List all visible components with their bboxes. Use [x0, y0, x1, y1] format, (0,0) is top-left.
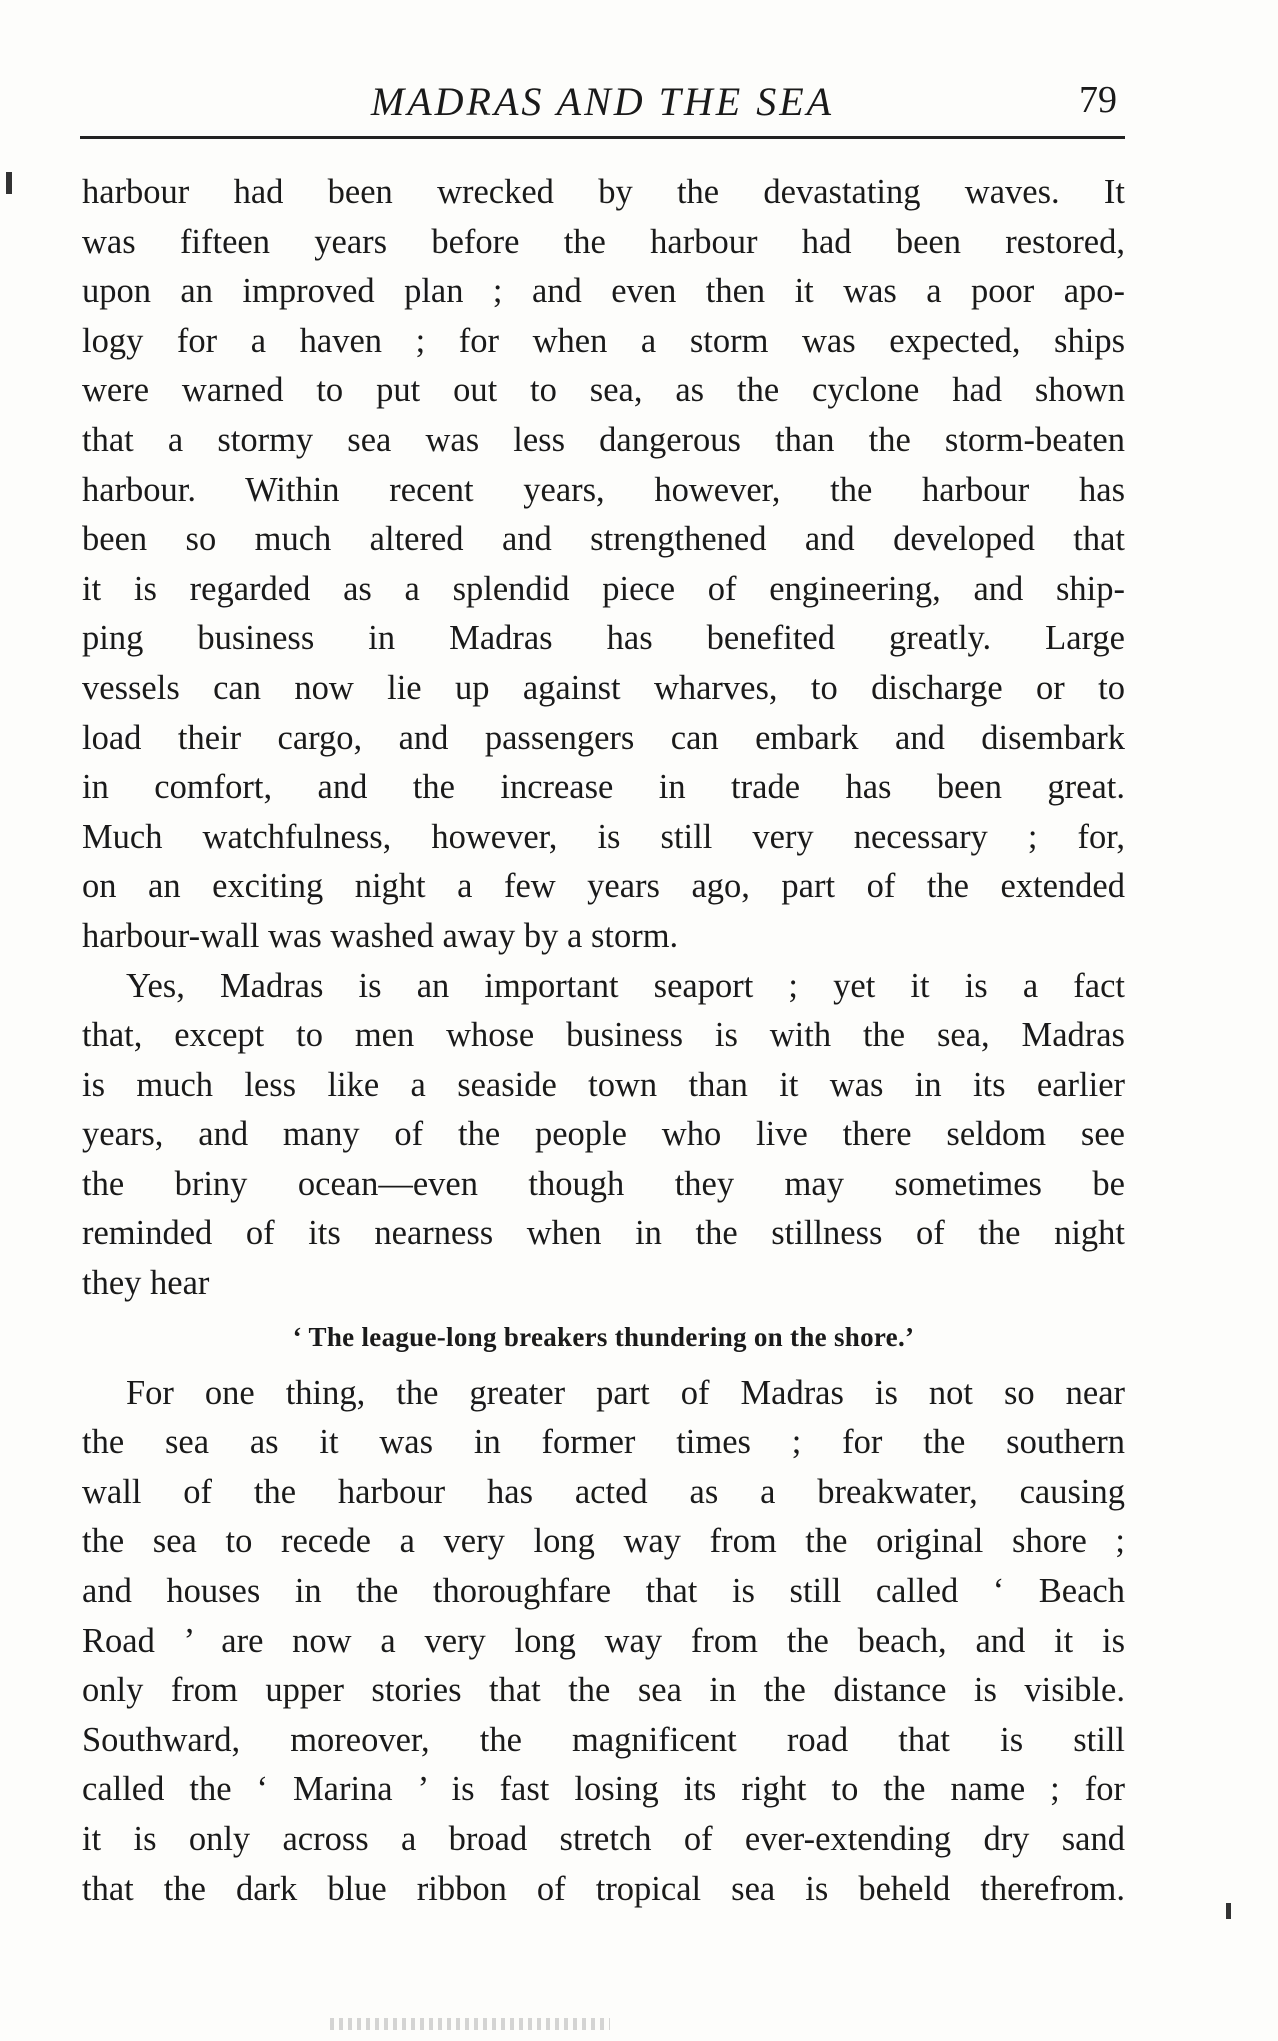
header-rule: [80, 136, 1125, 139]
text-line: harbour. Within recent years, however, the harbour has: [82, 470, 1125, 509]
text-line: it is only across a broad stretch of ever-extending dry sand: [82, 1820, 1125, 1858]
text-line: and houses in the thoroughfare that is still called ‘ Beach: [82, 1572, 1125, 1611]
scan-smudge: [330, 2018, 610, 2030]
paragraph-2: [82, 962, 1125, 1309]
text-line: they hear: [82, 1264, 210, 1303]
running-head: MADRAS AND THE SEA: [370, 79, 835, 124]
text-line: the sea to recede a very long way from the original shore ;: [82, 1522, 1125, 1561]
quotation: ‘ The league-long breakers thundering on the shore.’: [292, 1321, 915, 1352]
paragraph-1: [82, 168, 1125, 962]
body-text: [82, 168, 1125, 1914]
text-line: that a stormy sea was less dangerous than the storm-beaten: [82, 420, 1125, 459]
text-line: on an exciting night a few years ago, part of the extended: [82, 867, 1125, 906]
ink-mark: [1226, 1903, 1231, 1919]
text-line: in comfort, and the increase in trade has been great.: [82, 768, 1125, 807]
text-line: load their cargo, and passengers can embark and disembark: [82, 718, 1125, 757]
text-line: reminded of its nearness when in the stillness of the night: [82, 1214, 1125, 1253]
text-line: ping business in Madras has benefited greatly. Large: [82, 619, 1125, 658]
ink-mark: [6, 172, 12, 194]
text-line: upon an improved plan ; and even then it was a poor apo-: [82, 272, 1125, 311]
text-line: the sea as it was in former times ; for the southern: [82, 1423, 1125, 1462]
text-line: harbour-wall was washed away by a storm.: [82, 916, 679, 955]
page-number: 79: [1079, 79, 1117, 121]
text-line: harbour had been wrecked by the devastating waves. It: [82, 173, 1125, 211]
paragraph-3: [82, 1369, 1125, 1915]
text-line: vessels can now lie up against wharves, to discharge or to: [82, 668, 1125, 707]
text-line: Yes, Madras is an important seaport ; yet it is a fact: [126, 966, 1125, 1005]
text-line: Much watchfulness, however, is still very necessary ; for,: [82, 817, 1125, 856]
text-line: only from upper stories that the sea in the distance is visible.: [82, 1671, 1125, 1710]
text-line: Southward, moreover, the magnificent road that is still: [82, 1720, 1125, 1759]
text-line: it is regarded as a splendid piece of engineering, and ship-: [82, 569, 1125, 608]
text-line: years, and many of the people who live there seldom see: [82, 1115, 1125, 1154]
text-line: For one thing, the greater part of Madras is not so near: [126, 1373, 1125, 1412]
text-line: called the ‘ Marina ’ is fast losing its right to the name ; for: [82, 1770, 1125, 1809]
text-line: that, except to men whose business is with the sea, Madras: [82, 1016, 1125, 1055]
text-line: that the dark blue ribbon of tropical sea is beheld therefrom.: [82, 1869, 1125, 1908]
text-line: been so much altered and strengthened and developed that: [82, 520, 1125, 559]
text-line: logy for a haven ; for when a storm was expected, ships: [82, 321, 1125, 360]
text-line: the briny ocean—even though they may sometimes be: [82, 1164, 1125, 1203]
text-line: was fifteen years before the harbour had been restored,: [82, 222, 1125, 261]
page-header: [80, 72, 1125, 132]
text-line: were warned to put out to sea, as the cyclone had shown: [82, 371, 1125, 410]
text-line: is much less like a seaside town than it was in its earlier: [82, 1065, 1125, 1104]
text-line: Road ’ are now a very long way from the beach, and it is: [82, 1621, 1125, 1660]
text-line: wall of the harbour has acted as a breakwater, causing: [82, 1472, 1125, 1511]
